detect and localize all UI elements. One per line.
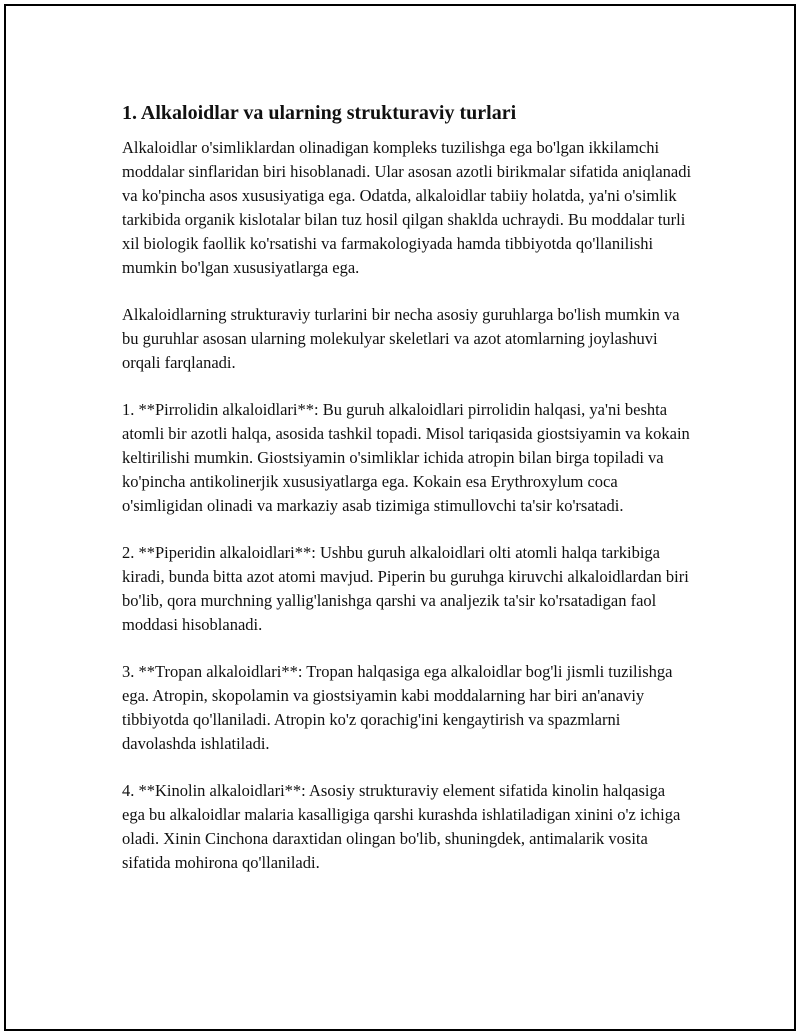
- page-frame: [4, 4, 796, 1031]
- paragraph-tropane: 3. **Tropan alkaloidlari**: Tropan halqasiga ega alkaloidlar bog'li jismli tuzilishga ega. Atropin, skopolamin va giostsiyamin kabi moddalarning har biri an'anaviy tibbiyotda qo'llaniladi. Atropin ko'z qorachig'ini kengaytirish va spazmlarni davolashda ishlatiladi.: [122, 662, 673, 753]
- paragraph-quinoline: 4. **Kinolin alkaloidlari**: Asosiy strukturaviy element sifatida kinolin halqasiga ega bu alkaloidlar malaria kasalligiga qarshi kurashda ishlatiladigan xinini o'z ichiga oladi. Xinin Cinchona daraxtidan olingan bo'lib, shuningdek, antimalarik vosita sifatida mohirona qo'llaniladi.: [122, 781, 681, 872]
- paragraph-pyrrolidine: 1. **Pirrolidin alkaloidlari**: Bu guruh alkaloidlari pirrolidin halqasi, ya'ni beshta atomli bir azotli halqa, asosida tashkil topadi. Misol tariqasida giostsiyamin va kokain keltirilishi mumkin. Giostsiyamin o'simliklar ichida atropin bilan birga topiladi va ko'pincha antikolinerjik xususiyatlarga ega. Kokain esa Erythroxylum coca o'simligidan olinadi va markaziy asab tizimiga stimullovchi ta'sir ko'rsatadi.: [122, 400, 690, 515]
- paragraph-classification: Alkaloidlarning strukturaviy turlarini bir necha asosiy guruhlarga bo'lish mumkin va bu guruhlar asosan ularning molekulyar skeletlari va azot atomlarning joylashuvi orqali farqlanadi.: [122, 305, 680, 372]
- paragraph-piperidine: 2. **Piperidin alkaloidlari**: Ushbu guruh alkaloidlari olti atomli halqa tarkibiga kiradi, bunda bitta azot atomi mavjud. Piperin bu guruhga kiruvchi alkaloidlardan biri bo'lib, qora murchning yallig'lanishga qarshi va analjezik ta'sir ko'rsatadigan faol moddasi hisoblanadi.: [122, 543, 689, 634]
- document-title: 1. Alkaloidlar va ularning strukturaviy turlari: [122, 102, 517, 124]
- document-content: [122, 100, 692, 875]
- paragraph-intro: Alkaloidlar o'simliklardan olinadigan kompleks tuzilishga ega bo'lgan ikkilamchi moddalar sinflaridan biri hisoblanadi. Ular asosan azotli birikmalar sifatida aniqlanadi va ko'pincha asos xususiyatiga ega. Odatda, alkaloidlar tabiiy holatda, ya'ni o'simlik tarkibida organik kislotalar bilan tuz hosil qilgan shaklda uchraydi. Bu moddalar turli xil biologik faollik ko'rsatishi va farmakologiyada hamda tibbiyotda qo'llanilishi mumkin bo'lgan xususiyatlarga ega.: [122, 138, 692, 277]
